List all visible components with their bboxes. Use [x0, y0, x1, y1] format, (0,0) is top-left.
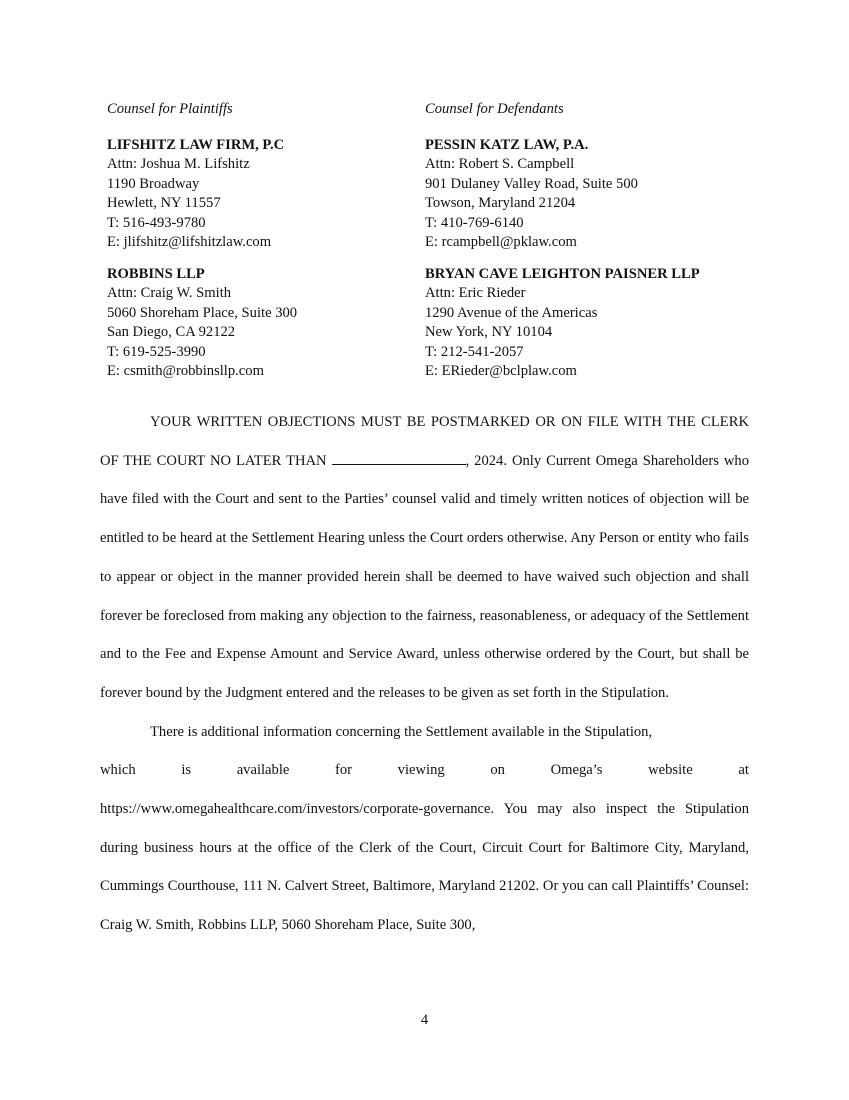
word: on — [490, 762, 505, 779]
firm-street: 1290 Avenue of the Americas — [425, 304, 598, 321]
plaintiffs-counsel-heading: Counsel for Plaintiffs — [107, 101, 233, 117]
word: which — [100, 762, 136, 779]
firm-email: E: rcampbell@pklaw.com — [425, 234, 577, 250]
word: is — [181, 762, 192, 779]
notice-body — [100, 403, 749, 945]
word: for — [335, 762, 353, 779]
firm-phone: T: 516-493-9780 — [107, 214, 206, 231]
word: at — [738, 762, 749, 779]
firm-city: Towson, Maryland 21204 — [425, 195, 576, 211]
firm-email: E: csmith@robbinsllp.com — [107, 363, 264, 379]
firm-name: BRYAN CAVE LEIGHTON PAISNER LLP — [425, 265, 700, 282]
additional-info-rest: https://www.omegahealthcare.com/investors/corporate-governance. You may also inspect the Stipulation during business hours at the office of the Clerk of the Court, Circuit Court for Baltimore City, Maryland, Cummings Courthouse, 111 N. Calvert Street, Baltimore, Maryland 21202. Or you can call Plaintiffs’ Counsel: Craig W. Smith, Robbins LLP, 5060 Shoreham Place, Suite 300, — [100, 801, 749, 934]
additional-info-line1: There is additional information concerning the Settlement available in the Stipulation, — [150, 723, 653, 740]
deadline-date-blank — [332, 452, 466, 465]
firm-name: LIFSHITZ LAW FIRM, P.C — [107, 136, 285, 153]
defendants-counsel-heading: Counsel for Defendants — [425, 101, 564, 117]
firm-attn: Attn: Craig W. Smith — [107, 285, 232, 301]
firm-name: PESSIN KATZ LAW, P.A. — [425, 136, 589, 153]
word: website — [648, 762, 693, 779]
additional-info-line2 — [100, 751, 749, 790]
defendants-counsel-column — [425, 100, 785, 394]
firm-city: New York, NY 10104 — [425, 324, 553, 340]
defendants-firm-bryan-cave — [425, 265, 785, 382]
firm-name: ROBBINS LLP — [107, 265, 205, 282]
firm-street: 901 Dulaney Valley Road, Suite 500 — [425, 175, 638, 192]
firm-phone: T: 410-769-6140 — [425, 214, 524, 231]
firm-street: 1190 Broadway — [107, 175, 200, 192]
firm-phone: T: 212-541-2057 — [425, 343, 524, 360]
plaintiffs-firm-robbins — [107, 265, 407, 382]
firm-attn: Attn: Joshua M. Lifshitz — [107, 156, 250, 172]
page-number: 4 — [420, 1012, 429, 1028]
firm-attn: Attn: Robert S. Campbell — [425, 156, 575, 172]
firm-email: E: ERieder@bclplaw.com — [425, 363, 577, 379]
word: Omega’s — [550, 762, 603, 779]
objections-text-end: , 2024. Only Current Omega Shareholders who have filed with the Court and sent to the Parties’ counsel valid and timely written notices of objection will be entitled to be heard at the Settlement Hearing unless the Court orders otherwise. Any Person or entity who fails to appear or object in the manner provided herein shall be deemed to have waived such objection and shall forever be foreclosed from making any objection to the fairness, reasonableness, or adequacy of the Settlement and to the Fee and Expense Amount and Service Award, unless otherwise ordered by the Court, but shall be forever bound by the Judgment entered and the releases to be given as set forth in the Stipulation. — [100, 452, 750, 701]
firm-attn: Attn: Eric Rieder — [425, 285, 526, 301]
objections-text-start: YOUR WRITTEN OBJECTIONS MUST BE POSTMARKED OR ON FILE WITH THE CLERK OF THE COURT NO LATER THAN — [100, 414, 749, 469]
word: viewing — [397, 762, 445, 779]
defendants-firm-pessin-katz — [425, 136, 785, 253]
firm-city: San Diego, CA 92122 — [107, 324, 236, 340]
objections-paragraph — [100, 403, 749, 713]
firm-email: E: jlifshitz@lifshitzlaw.com — [107, 234, 272, 250]
word: available — [236, 762, 290, 779]
additional-info-paragraph — [100, 713, 749, 945]
plaintiffs-counsel-column — [107, 100, 407, 394]
firm-phone: T: 619-525-3990 — [107, 343, 206, 360]
firm-street: 5060 Shoreham Place, Suite 300 — [107, 304, 298, 321]
plaintiffs-firm-lifshitz — [107, 136, 407, 253]
firm-city: Hewlett, NY 11557 — [107, 195, 221, 211]
